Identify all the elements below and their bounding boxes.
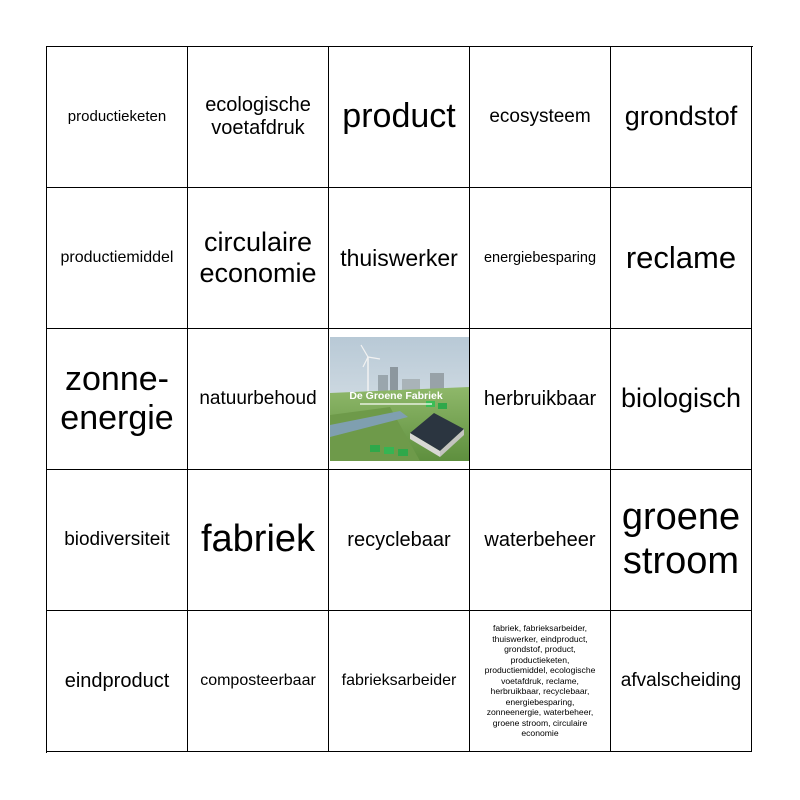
cell-text: afvalscheiding bbox=[620, 670, 742, 692]
factory-landscape-image bbox=[330, 337, 469, 461]
cell-text: zonne-energie bbox=[60, 359, 174, 437]
cell-text: eindproduct bbox=[64, 669, 170, 692]
bingo-cell[interactable] bbox=[611, 611, 752, 752]
cell-text: product bbox=[342, 97, 456, 136]
bingo-cell[interactable] bbox=[329, 188, 470, 329]
cell-text: natuurbehoud bbox=[199, 388, 317, 410]
bingo-cell[interactable] bbox=[188, 470, 329, 611]
bingo-cell[interactable] bbox=[188, 329, 329, 470]
bingo-cell[interactable] bbox=[470, 188, 611, 329]
cell-text: fabrieksarbeider bbox=[341, 671, 457, 689]
bingo-cell[interactable] bbox=[188, 47, 329, 188]
bingo-cell[interactable] bbox=[611, 188, 752, 329]
cell-text: ecologische voetafdruk bbox=[205, 94, 311, 139]
cell-text: energiebesparing bbox=[483, 249, 597, 266]
cell-text: reclame bbox=[625, 240, 737, 276]
bingo-cell[interactable] bbox=[470, 470, 611, 611]
cell-text: composteerbaar bbox=[200, 671, 316, 689]
cell-text: grondstof bbox=[624, 101, 738, 132]
free-space-cell bbox=[329, 329, 470, 470]
bingo-cell[interactable] bbox=[611, 47, 752, 188]
bingo-cell[interactable] bbox=[47, 611, 188, 752]
bingo-card bbox=[46, 46, 753, 753]
word-list-cell bbox=[470, 611, 611, 752]
cell-text: thuiswerker bbox=[340, 244, 458, 271]
cell-text: recyclebaar bbox=[347, 528, 451, 551]
word-list-text: fabriek, fabrieksarbeider, thuiswerker, eindproduct, grondstof, product, productieketen, productiemiddel, ecologische voetafdruk, reclame, herbruikbaar, recyclebaar, energiebesparing, zonneenergie, waterbeheer, groene stroom, circulaire economie bbox=[484, 623, 596, 739]
bingo-cell[interactable] bbox=[47, 188, 188, 329]
bingo-cell[interactable] bbox=[329, 47, 470, 188]
bingo-cell[interactable] bbox=[188, 188, 329, 329]
bingo-cell[interactable] bbox=[611, 329, 752, 470]
cell-text: circulaire economie bbox=[199, 226, 317, 288]
cell-text: productiemiddel bbox=[60, 248, 174, 266]
cell-text: biologisch bbox=[620, 383, 742, 414]
cell-text: groene stroom bbox=[621, 496, 741, 582]
bingo-cell[interactable] bbox=[47, 329, 188, 470]
bingo-cell[interactable] bbox=[47, 47, 188, 188]
bingo-cell[interactable] bbox=[329, 611, 470, 752]
bingo-cell[interactable] bbox=[329, 470, 470, 611]
bingo-cell[interactable] bbox=[611, 470, 752, 611]
cell-text: fabriek bbox=[200, 518, 316, 561]
cell-text: waterbeheer bbox=[484, 528, 596, 551]
cell-text: productieketen bbox=[67, 108, 167, 126]
bingo-cell[interactable] bbox=[470, 329, 611, 470]
bingo-cell[interactable] bbox=[188, 611, 329, 752]
bingo-cell[interactable] bbox=[47, 470, 188, 611]
cell-text: ecosysteem bbox=[489, 106, 591, 128]
image-title: De Groene Fabriek bbox=[348, 390, 443, 402]
cell-text: biodiversiteit bbox=[64, 529, 170, 551]
bingo-cell[interactable] bbox=[470, 47, 611, 188]
cell-text: herbruikbaar bbox=[483, 387, 597, 410]
